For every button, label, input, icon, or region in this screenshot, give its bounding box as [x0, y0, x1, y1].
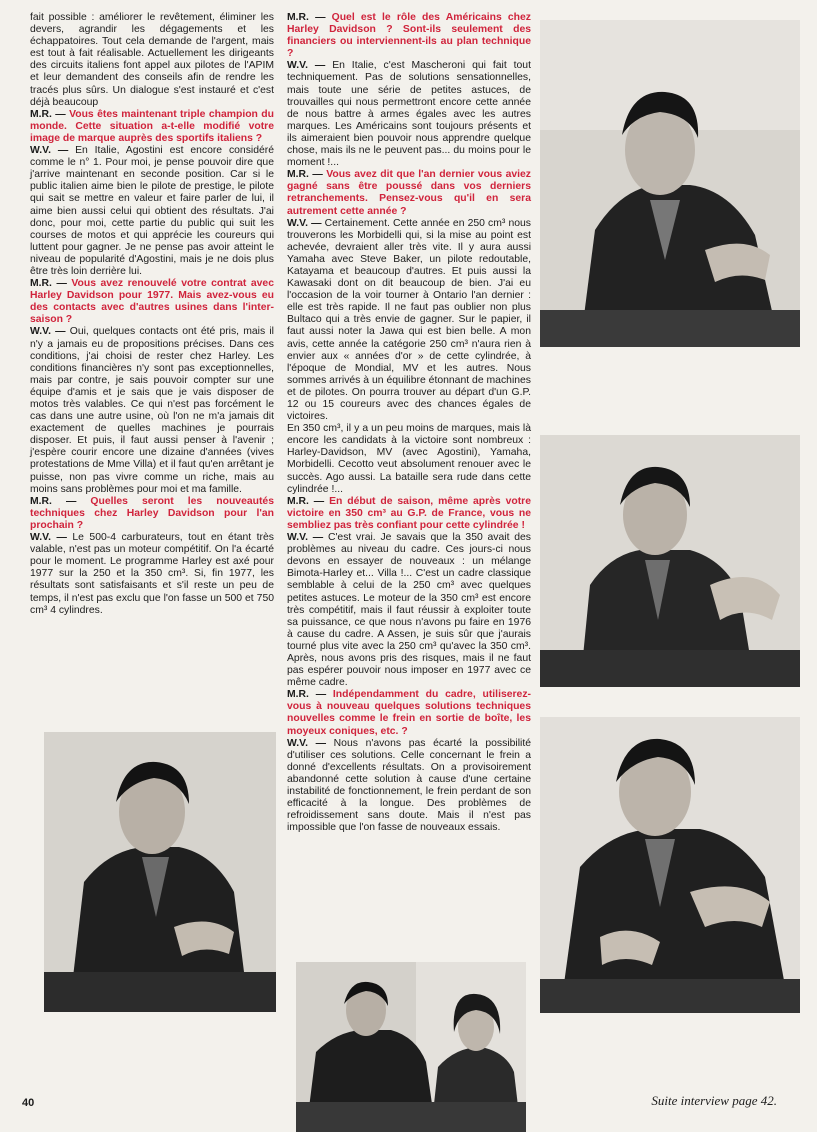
- speaker-label: M.R. —: [30, 495, 91, 507]
- speaker-label: M.R. —: [287, 495, 330, 507]
- interview-question: Indépendamment du cadre, utiliserez-vous à nouveau quelques solutions techniques nouvelles comme le frein en sortie de boîte, les moyeux coniques, etc. ?: [287, 689, 531, 737]
- speaker-label: W.V. —: [287, 532, 328, 544]
- speaker-label: W.V. —: [287, 60, 333, 72]
- photo-interview-1: [540, 20, 800, 347]
- interview-answer: En 350 cm³, il y a un peu moins de marques, mais là encore les candidats à la victoire sont nombreux : Harley-Davidson, MV (avec Agostini), Yamaha, Morbidelli. Cecotto veut absolument renouer avec le succès. Ago aussi. La bataille sera rude dans cette cylindrée !...: [287, 423, 531, 495]
- article-paragraph: [30, 12, 274, 109]
- photo-interview-4: [44, 732, 276, 1012]
- article-paragraph: [30, 278, 274, 326]
- article-paragraph: [287, 496, 531, 532]
- interview-question: En début de saison, même après votre victoire en 350 cm³ au G.P. de France, vous ne sembliez pas très confiant pour cette cylindrée !: [287, 495, 531, 531]
- interview-question: Vous avez renouvelé votre contrat avec Harley Davidson pour 1977. Mais avez-vous eu des contacts avec d'autres usines dans l'inter-saison ?: [30, 278, 274, 326]
- article-paragraph: [287, 738, 531, 835]
- article-paragraph: [287, 60, 531, 169]
- interview-question: Quelles seront les nouveautés techniques chez Harley Davidson pour l'an prochain ?: [30, 495, 274, 531]
- interview-question: Quel est le rôle des Américains chez Harley Davidson ? Sont-ils seulement des financiers ou interviennent-ils au plan technique ?: [287, 12, 531, 60]
- page-number: 40: [22, 1097, 35, 1109]
- continuation-note: Suite interview page 42.: [651, 1093, 777, 1108]
- speaker-label: M.R. —: [30, 278, 72, 290]
- article-column-middle: [287, 12, 531, 834]
- photo-interview-5: [296, 962, 526, 1132]
- article-paragraph: [30, 496, 274, 532]
- photo-interview-2: [540, 435, 800, 687]
- article-column-left: [30, 12, 274, 617]
- speaker-label: W.V. —: [287, 217, 325, 229]
- article-paragraph: [30, 109, 274, 145]
- interview-answer: Le 500-4 carburateurs, tout en étant très valable, n'est pas un moteur compétitif. On l'a écarté pour le moment. Le programme Harley est axé pour 1977 sur la 250 et la 350 cm³. Si, fin 1977, les résultats sont satisfaisants et s'il reste un peu de temps, il n'est pas exclu que l'on fasse un 500 et 750 cm³ 4 cylindres.: [30, 532, 274, 616]
- article-paragraph: [287, 423, 531, 496]
- speaker-label: W.V. —: [30, 145, 76, 157]
- article-paragraph: [287, 532, 531, 689]
- interview-answer: Nous n'avons pas écarté la possibilité d'utiliser ces solutions. Celle concernant le frein a donné d'excellents résultats. On a provisoirement abandonné cette solution à cause d'une certaine instabilité de fonctionnement, le frein perdant de son efficacité à la longue. Des problèmes de refroidissement sans doute. Mais il n'est pas impossible que l'on fasse de nouveaux essais.: [287, 737, 531, 834]
- interview-answer: En Italie, c'est Mascheroni qui fait tout techniquement. Pas de solutions sensationnelles, mais toute une série de petites astuces, de trouvailles qui nous permettront encore cette année de nous battre à armes égales avec les autres marques. Les Américains sont toujours présents et ils aimeraient bien pouvoir nous apprendre quelque chose, mais ils ne le peuvent pas... du moins pour le moment !...: [287, 60, 531, 169]
- article-paragraph: [287, 689, 531, 737]
- speaker-label: W.V. —: [287, 737, 334, 749]
- article-paragraph: [30, 326, 274, 495]
- speaker-label: M.R. —: [287, 12, 332, 23]
- interview-answer: Oui, quelques contacts ont été pris, mais il n'y a jamais eu de propositions précises. Dans ces conditions, j'ai choisi de rester chez Harley. Les conditions financières n'y sont pas exceptionnelles, mais par contre, je sais pouvoir compter sur une équipe d'amis et je sais que je vais disposer de motos très valables. Ce qui n'est pas forcément le cas dans une autre usine, où l'on ne m'a jamais dit exactement de quelles machines je pourrais disposer. Et puis, il faut aussi penser à l'avenir ; j'espère courir encore une dizaine d'années (vives protestations de Mme Villa) et il faut qu'en arrêtant je puisse, non pas vivre comme un riche, mais au moins sans problèmes pour moi et ma famille.: [30, 326, 274, 495]
- article-paragraph: [287, 169, 531, 217]
- speaker-label: W.V. —: [30, 532, 73, 544]
- interview-answer: En Italie, Agostini est encore considéré comme le n° 1. Pour moi, je pense pouvoir dire que j'arrive maintenant en seconde position. Car si le public italien aime bien le pilote de prestige, le pilote qui sait se mettre en valeur et faire parler de lui, il aime bien aussi celui qui obtient des résultats. J'ai donc, pour moi, cette partie du public qui suit les courses de motos et qui apprécie les coureurs qui luttent pour gagner. Je ne pense pas avoir atteint le niveau de popularité d'Agostini, mais je ne dois plus être très loin derrière lui.: [30, 145, 274, 277]
- speaker-label: M.R. —: [287, 689, 333, 701]
- speaker-label: M.R. —: [30, 108, 70, 120]
- interview-answer: fait possible : améliorer le revêtement, éliminer les devers, agrandir les dégagements et les échappatoires. Tout cela demande de l'argent, mais est tout à fait réalisable. Actuellement les dirigeants des circuits italiens font appel aux pilotes de l'APIM et leur demandent des conseils afin de rendre les tracés plus sûrs. Un dialogue s'est instauré et c'est déjà beaucoup: [30, 12, 274, 108]
- speaker-label: W.V. —: [30, 326, 70, 338]
- article-paragraph: [30, 145, 274, 278]
- interview-question: Vous avez dit que l'an dernier vous aviez gagné sans être poussé dans vos derniers retranchements. Pensez-vous qu'il en sera autrement cette année ?: [287, 169, 531, 217]
- interview-question: Vous êtes maintenant triple champion du monde. Cette situation a-t-elle modifié votre image de marque auprès des sportifs italiens ?: [30, 108, 274, 144]
- interview-answer: Certainement. Cette année en 250 cm³ nous trouverons les Morbidelli qui, si la mise au point est achevée, devraient aller très vite. Il y aura aussi Yamaha avec Steve Baker, un pilote redoutable, Katayama et beaucoup d'autres. Et puis aussi la Kawasaki dont on dit beaucoup de bien. J'ai eu l'occasion de la voir tourner à Ontario l'an dernier : elle est très rapide. Il ne faut pas oublier non plus Bultaco qui a très envie de gagner. Sur le papier, il faut aussi noter la Jawa qui est bien belle. A mon avis, cette année la catégorie 250 cm³ n'aura rien à envier aux « années d'or » de cette cylindrée, à l'époque de Mondial, MV et les autres. Nous sommes arrivés à un équilibre étonnant de machines et de pilotes. On pourra trouver au départ d'un G.P. 12 ou 15 coureurs avec des chances égales de victoires.: [287, 217, 531, 423]
- article-paragraph: [30, 532, 274, 617]
- photo-interview-3: [540, 717, 800, 1013]
- article-paragraph: [287, 218, 531, 424]
- article-paragraph: [287, 12, 531, 60]
- interview-answer: C'est vrai. Je savais que la 350 avait des problèmes au niveau du cadre. Ces jours-ci nous devons en essayer de nouveaux : un mélange Bimota-Harley et... Villa !... C'est un cadre classique semblable à celui de la 250 cm³ avec quelques petites astuces. Le moteur de la 350 cm³ est encore très compétitif, mais il faut réussir à exploiter toute sa puissance, ce que nous n'avons pu faire en 1976 à cause du cadre. A Assen, je suis sûr que j'aurais tourné plus vite avec la 250 cm³ qu'avec la 350 cm³. Après, nous avons pris des risques, mais il ne faut pas espérer pouvoir nous imposer en 1977 avec ce même cadre.: [287, 532, 531, 689]
- speaker-label: M.R. —: [287, 169, 327, 181]
